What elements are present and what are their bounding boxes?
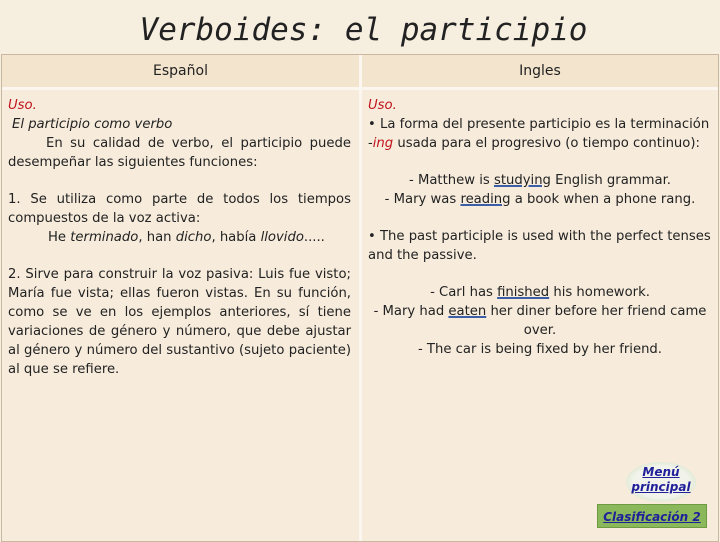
example-perfect-1 <box>368 283 712 302</box>
section-heading: El participio como verbo <box>12 117 173 132</box>
highlighted-verb: eaten <box>448 304 487 319</box>
uso-label: Uso. <box>368 98 397 113</box>
example-passive: - The car is being fixed by her friend. <box>417 342 662 357</box>
ing-suffix: ing <box>372 136 394 151</box>
example-word: terminado <box>70 230 139 245</box>
highlighted-verb: reading <box>460 192 511 207</box>
english-content <box>362 90 718 359</box>
example-text: - Carl has <box>430 285 498 300</box>
example-text: - Mary had <box>373 304 449 319</box>
bullet-1 <box>368 115 712 153</box>
example-text: his homework. <box>549 285 650 300</box>
column-header-spanish: Español <box>2 55 359 90</box>
example-progressive-2 <box>368 190 712 209</box>
bullet-2: • The past participle is used with the perfect tenses and the passive. <box>368 229 711 263</box>
example-text: , había <box>211 230 261 245</box>
highlighted-verb: finished <box>497 285 550 300</box>
column-spanish <box>2 55 362 541</box>
column-header-english: Ingles <box>362 55 718 90</box>
uso-label: Uso. <box>8 98 37 113</box>
example-text: He <box>48 230 71 245</box>
main-menu-link[interactable]: Menú principal <box>626 462 696 502</box>
page-title: Verboides: el participio <box>139 12 588 48</box>
point-2: 2. Sirve para construir la voz pasiva: Luis fue visto; María fue vista; ellas fueron vistas. En su función, como se ve en los ejemplos anteriores, sí tiene variaciones de género y número, que debe ajustar al género y número del sustantivo (sujeto paciente) al que se refiere. <box>8 267 351 377</box>
example-text: her diner before her friend came over. <box>486 304 707 338</box>
bullet-text: usada para el progresivo (o tiempo continuo): <box>393 136 700 151</box>
example-1 <box>8 228 351 247</box>
example-text: ..... <box>303 230 325 245</box>
example-text: English grammar. <box>550 173 671 188</box>
example-word: llovido <box>260 230 304 245</box>
comparison-table <box>1 54 719 542</box>
spanish-content <box>2 90 359 379</box>
example-text: - Matthew is <box>409 173 494 188</box>
example-text: , han <box>138 230 176 245</box>
example-text: a book when a phone rang. <box>510 192 696 207</box>
point-1: 1. Se utiliza como parte de todos los tiempos compuestos de la voz activa: <box>8 192 351 226</box>
example-word: dicho <box>175 230 212 245</box>
example-perfect-2 <box>368 302 712 340</box>
bullet-text: • La forma del presente participio es la terminación - <box>368 117 710 151</box>
example-progressive-1 <box>368 171 712 190</box>
example-text: - Mary was <box>384 192 461 207</box>
highlighted-verb: studying <box>493 173 551 188</box>
intro-paragraph: En su calidad de verbo, el participio puede desempeñar las siguientes funciones: <box>8 136 351 170</box>
classification-2-link[interactable]: Clasificación 2 <box>597 504 707 528</box>
